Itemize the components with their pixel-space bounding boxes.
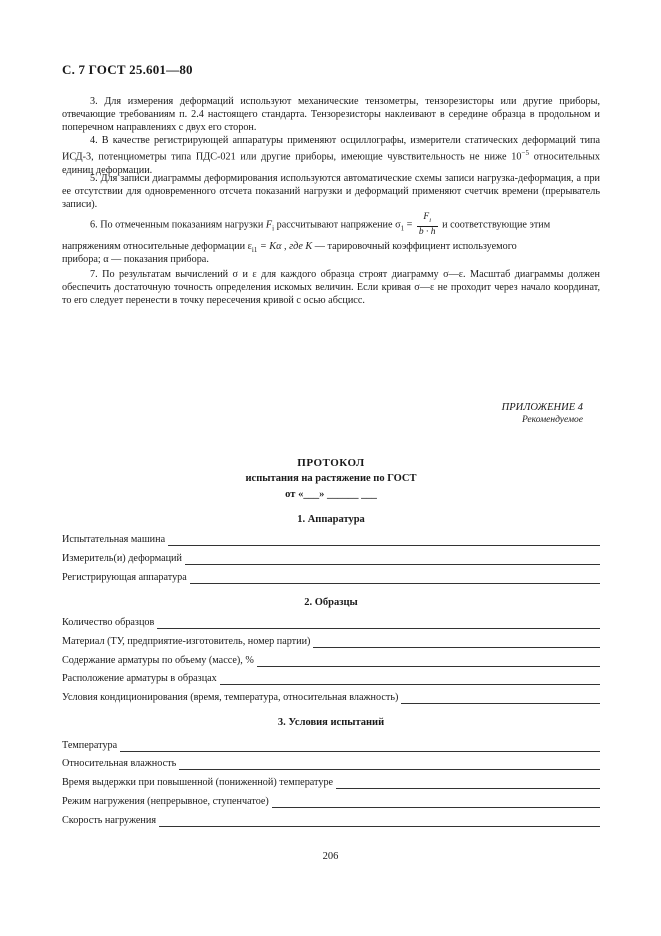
- p6-fraction-denominator: b · h: [418, 226, 436, 237]
- field-label: Скорость нагружения: [62, 815, 157, 826]
- protocol-date: от «___» ______ ___: [285, 489, 377, 500]
- form-field-sample-count[interactable]: [62, 617, 600, 629]
- form-field-testing-machine[interactable]: [62, 534, 600, 546]
- field-label: Регистрирующая аппаратура: [62, 572, 187, 583]
- field-label: Режим нагружения (непрерывное, ступенчатое): [62, 796, 269, 807]
- appendix-subtitle: Рекомендуемое: [521, 415, 583, 425]
- form-field-temperature[interactable]: [62, 740, 600, 752]
- fill-line[interactable]: [168, 536, 600, 546]
- field-label: Температура: [62, 740, 118, 751]
- p6-text-b: рассчитывают напряжение σ: [276, 219, 401, 231]
- fill-line[interactable]: [159, 817, 600, 827]
- section-3-title: 3. Условия испытаний: [277, 717, 385, 728]
- appendix-title: ПРИЛОЖЕНИЕ 4: [501, 402, 583, 413]
- protocol-subtitle: испытания на растяжение по ГОСТ: [245, 473, 417, 484]
- page-header: С. 7 ГОСТ 25.601—80: [62, 62, 193, 77]
- paragraph-4: [62, 134, 600, 177]
- p6-text-a: 6. По отмеченным показаниям нагрузки: [90, 219, 264, 231]
- fill-line[interactable]: [179, 760, 600, 770]
- paragraph-7-text: 7. По результатам вычислений σ и ε для каждого образца строят диаграмму σ—ε. Масштаб диаграммы должен обеспечить достаточную точность определения искомых величин. Если кривая σ—ε не проходит через начало координат, то его следует перенести в точку пересечения кривой с осью абсцисс.: [62, 269, 600, 307]
- p6-line2-text-a: напряжениям относительные деформации ε: [62, 241, 252, 252]
- paragraph-5-text: 5. Для записи диаграммы деформирования используются автоматические схемы записи нагрузка-деформация, а при ее отсутствии для одновременного отсчета показаний нагрузки и деформаций применяют счетчик времени (прерыватель записи).: [62, 173, 600, 211]
- section-1-title: 1. Аппаратура: [297, 514, 365, 525]
- field-label: Условия кондиционирования (время, температура, относительная влажность): [62, 692, 399, 703]
- section-2-title: 2. Образцы: [304, 597, 358, 608]
- fill-line[interactable]: [157, 619, 600, 629]
- p6-line2-index: i1: [251, 246, 258, 255]
- p6-equals: =: [406, 219, 413, 231]
- form-field-reinforcement-layout[interactable]: [62, 673, 600, 685]
- p6-line2-k-symbol: K: [305, 241, 313, 252]
- p6-load-symbol: F: [265, 219, 273, 231]
- p6-line2-formula: = Kα , где: [259, 241, 303, 252]
- form-field-conditioning[interactable]: [62, 692, 600, 704]
- paragraph-7: [62, 268, 600, 308]
- p6-fraction-numerator-index: i: [429, 216, 432, 224]
- fill-line[interactable]: [336, 779, 600, 789]
- field-label: Количество образцов: [62, 617, 155, 628]
- page-number: 206: [322, 851, 339, 862]
- paragraph-4-end: относительных единиц деформации.: [62, 151, 600, 176]
- paragraph-6-line-3: прибора; α — показания прибора.: [62, 254, 209, 265]
- form-field-humidity[interactable]: [62, 758, 600, 770]
- field-label: Испытательная машина: [62, 534, 166, 545]
- field-label: Материал (ТУ, предприятие-изготовитель, номер партии): [62, 636, 311, 647]
- paragraph-4-exponent: −5: [521, 149, 529, 158]
- form-field-loading-rate[interactable]: [62, 815, 600, 827]
- fill-line[interactable]: [220, 675, 600, 685]
- form-field-exposure-time[interactable]: [62, 777, 600, 789]
- fill-line[interactable]: [313, 638, 600, 648]
- p6-load-index: i: [272, 224, 275, 233]
- paragraph-3: [62, 95, 600, 135]
- fill-line[interactable]: [190, 574, 600, 584]
- p6-line2-text-c: — тарировочный коэффициент используемого: [314, 241, 517, 252]
- paragraph-4-text: 4. В качестве регистрирующей аппаратуры применяют осциллографы, измерители статических деформаций типа ИСД-3, потенциометры типа ПДС-021 или другие приборы, имеющие чувствительность не ниже 10: [62, 135, 600, 163]
- form-field-strain-gauge[interactable]: [62, 553, 600, 565]
- p6-text-c: и соответствующие этим: [442, 219, 551, 231]
- form-field-recording-equipment[interactable]: [62, 572, 600, 584]
- paragraph-3-text: 3. Для измерения деформаций используют механические тензометры, тензорезисторы или другие приборы, отвечающие требованиям п. 2.4 настоящего стандарта. Тензорезисторы наклеивают в середине образца в продольном и поперечном направлениях с двух его сторон.: [62, 96, 600, 134]
- field-label: Содержание арматуры по объему (массе), %: [62, 655, 254, 666]
- field-label: Измеритель(и) деформаций: [62, 553, 182, 564]
- p6-fraction: [417, 212, 438, 238]
- field-label: Расположение арматуры в образцах: [62, 673, 217, 684]
- fill-line[interactable]: [401, 694, 600, 704]
- p6-fraction-numerator: F: [423, 212, 430, 222]
- fill-line[interactable]: [257, 657, 600, 667]
- form-field-reinforcement-content[interactable]: [62, 655, 600, 667]
- fill-line[interactable]: [272, 798, 600, 808]
- protocol-title: ПРОТОКОЛ: [297, 457, 365, 469]
- field-label: Время выдержки при повышенной (пониженной) температуре: [62, 777, 334, 788]
- form-field-loading-mode[interactable]: [62, 796, 600, 808]
- field-label: Относительная влажность: [62, 758, 177, 769]
- form-field-material[interactable]: [62, 636, 600, 648]
- fill-line[interactable]: [120, 742, 600, 752]
- appendix-label: [502, 401, 583, 427]
- paragraph-5: [62, 172, 600, 212]
- paragraph-6-line-1: 6. По отмеченным показаниям нагрузки $F_i$ рассчитывают напряжение $\sigma_1$ = $\frac{F_i}{b \cdot h}$ и соответствующие этим: [90, 212, 551, 237]
- fill-line[interactable]: [185, 555, 600, 565]
